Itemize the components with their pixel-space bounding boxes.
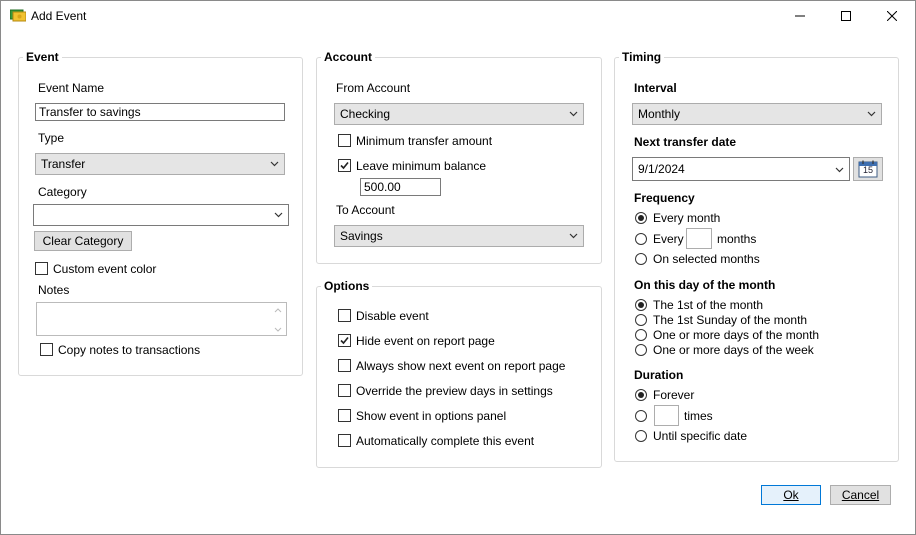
clear-category-button[interactable]: Clear Category: [34, 231, 132, 251]
scroll-arrows-icon: [272, 305, 284, 335]
custom-color-checkbox[interactable]: [35, 262, 48, 275]
copy-notes-checkbox[interactable]: [40, 343, 53, 356]
to-account-value: Savings: [340, 229, 383, 243]
override-preview-checkbox[interactable]: [338, 384, 351, 397]
ok-button[interactable]: [761, 485, 821, 505]
next-date-label: Next transfer date: [634, 135, 737, 149]
freq-selected-label: On selected months: [653, 252, 760, 266]
leave-min-label: Leave minimum balance: [356, 159, 487, 173]
cancel-button-label: Cancel: [841, 488, 880, 502]
to-account-label: To Account: [336, 203, 395, 217]
dur-forever-label: Forever: [653, 388, 695, 402]
money-icon: [10, 9, 26, 22]
always-show-label: Always show next event on report page: [356, 359, 566, 373]
category-select[interactable]: [33, 204, 289, 226]
minimize-button[interactable]: [777, 1, 823, 31]
override-preview-label: Override the preview days in settings: [356, 384, 553, 398]
day-first-sunday-radio[interactable]: [635, 314, 647, 326]
calendar-button[interactable]: [853, 157, 883, 181]
category-label: Category: [38, 185, 87, 199]
chevron-down-icon: [274, 210, 283, 219]
chevron-down-icon: [867, 109, 876, 118]
from-account-select[interactable]: [334, 103, 584, 125]
day-more-week-label: One or more days of the week: [653, 343, 814, 357]
frequency-label: Frequency: [634, 191, 695, 205]
interval-value: Monthly: [638, 107, 681, 121]
day-first-sunday-label: The 1st Sunday of the month: [653, 313, 808, 327]
close-button[interactable]: [869, 1, 915, 31]
minimize-icon: [795, 11, 805, 21]
freq-every-label: Every: [653, 232, 684, 246]
event-name-label: Event Name: [38, 81, 105, 95]
chevron-down-icon: [569, 109, 578, 118]
dur-until-radio[interactable]: [635, 430, 647, 442]
type-select[interactable]: [35, 153, 285, 175]
checkmark-icon: [339, 335, 350, 346]
to-account-select[interactable]: [334, 225, 584, 247]
hide-event-checkbox[interactable]: [338, 334, 351, 347]
timing-group-title: Timing: [619, 50, 664, 64]
window-title: Add Event: [31, 9, 87, 23]
hide-event-label: Hide event on report page: [356, 334, 495, 348]
disable-event-label: Disable event: [356, 309, 429, 323]
chevron-down-icon: [270, 159, 279, 168]
freq-months-label: months: [717, 232, 757, 246]
auto-complete-label: Automatically complete this event: [356, 434, 535, 448]
interval-select[interactable]: [632, 103, 882, 125]
day-first-label: The 1st of the month: [653, 298, 764, 312]
calendar-day: 15: [863, 165, 874, 175]
maximize-button[interactable]: [823, 1, 869, 31]
min-transfer-checkbox[interactable]: [338, 134, 351, 147]
interval-label: Interval: [634, 81, 677, 95]
dur-times-radio[interactable]: [635, 410, 647, 422]
maximize-icon: [841, 11, 851, 21]
auto-complete-checkbox[interactable]: [338, 434, 351, 447]
chevron-down-icon: [569, 231, 578, 240]
show-in-options-label: Show event in options panel: [356, 409, 507, 423]
options-group-title: Options: [321, 279, 372, 293]
freq-every-radio[interactable]: [635, 233, 647, 245]
duration-label: Duration: [634, 368, 684, 382]
min-transfer-label: Minimum transfer amount: [356, 134, 493, 148]
next-date-picker[interactable]: [632, 157, 850, 181]
min-balance-input[interactable]: 500.00: [360, 178, 441, 196]
next-date-value: 9/1/2024: [638, 162, 685, 176]
always-show-checkbox[interactable]: [338, 359, 351, 372]
notes-label: Notes: [38, 283, 70, 297]
dur-forever-radio[interactable]: [635, 389, 647, 401]
freq-every-input[interactable]: [686, 228, 712, 249]
freq-every-month-label: Every month: [653, 211, 721, 225]
account-group-title: Account: [321, 50, 375, 64]
cancel-button[interactable]: [830, 485, 891, 505]
freq-every-month-radio[interactable]: [635, 212, 647, 224]
type-select-value: Transfer: [41, 157, 86, 171]
type-label: Type: [38, 131, 65, 145]
notes-textarea[interactable]: [36, 302, 287, 336]
show-in-options-checkbox[interactable]: [338, 409, 351, 422]
checkmark-icon: [339, 160, 350, 171]
leave-min-checkbox[interactable]: [338, 159, 351, 172]
day-more-month-label: One or more days of the month: [653, 328, 820, 342]
dur-times-label: times: [684, 409, 713, 423]
day-of-month-label: On this day of the month: [634, 278, 776, 292]
event-name-input[interactable]: Transfer to savings: [35, 103, 285, 121]
day-more-week-radio[interactable]: [635, 344, 647, 356]
ok-button-label: Ok: [783, 488, 799, 502]
from-account-value: Checking: [340, 107, 391, 121]
custom-color-label: Custom event color: [53, 262, 157, 276]
disable-event-checkbox[interactable]: [338, 309, 351, 322]
close-icon: [887, 11, 897, 21]
day-more-month-radio[interactable]: [635, 329, 647, 341]
from-account-label: From Account: [336, 81, 411, 95]
freq-selected-radio[interactable]: [635, 253, 647, 265]
copy-notes-label: Copy notes to transactions: [58, 343, 201, 357]
event-group-title: Event: [23, 50, 62, 64]
dur-until-label: Until specific date: [653, 429, 748, 443]
dur-times-input[interactable]: [654, 405, 679, 426]
day-first-radio[interactable]: [635, 299, 647, 311]
title-bar: [1, 1, 915, 31]
chevron-down-icon: [835, 165, 844, 174]
